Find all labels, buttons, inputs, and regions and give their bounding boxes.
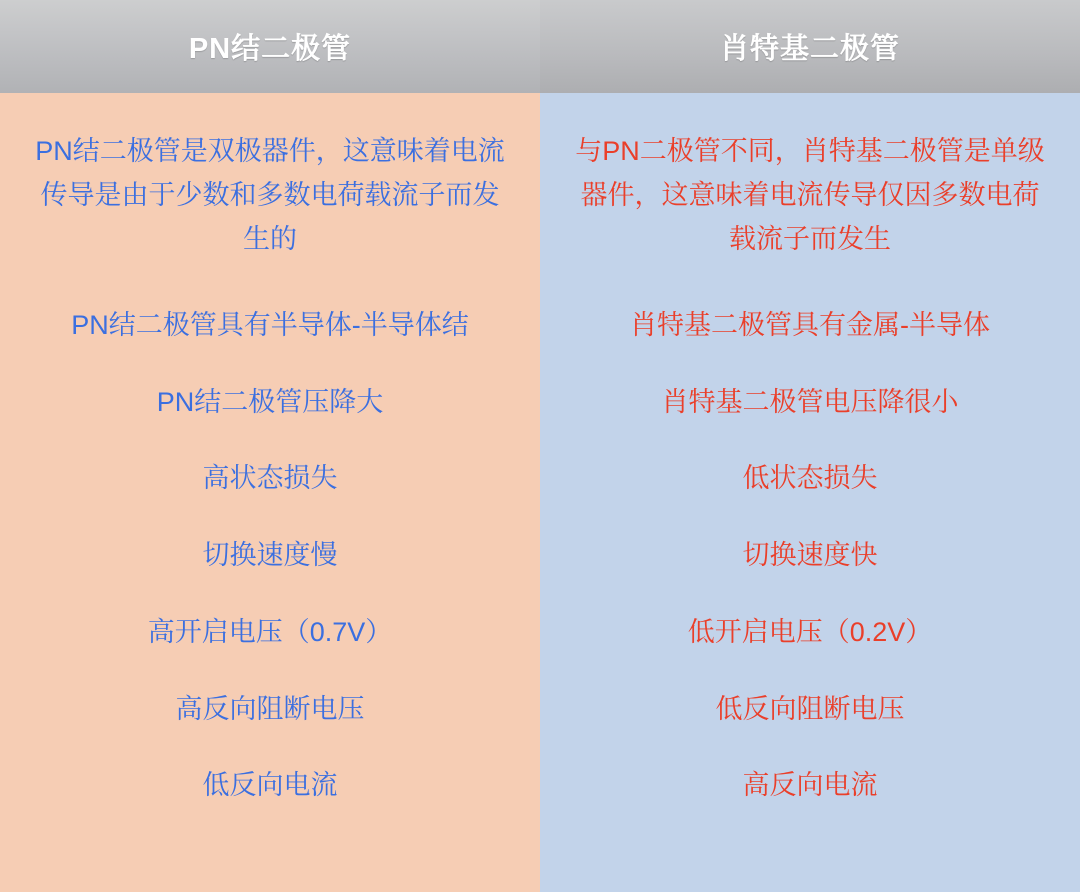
schottky-feature-7: 高反向电流 [742,770,878,801]
pn-feature-2: PN结二极管压降大 [156,386,384,417]
column-schottky-diode [540,93,1080,892]
pn-feature-3: 高状态损失 [202,463,338,494]
table-header-row [0,0,1080,93]
pn-intro-paragraph: PN结二极管是双极器件，这意味着电流传导是由于少数和多数电荷载流子而发生的 [35,136,505,254]
header-cell-schottky-diode: 肖特基二极管 [540,0,1080,93]
schottky-feature-3: 低状态损失 [742,463,878,494]
schottky-intro-paragraph: 与PN二极管不同，肖特基二极管是单级器件，这意味着电流传导仅因多数电荷载流子而发生 [575,136,1045,254]
pn-feature-5: 高开启电压（0.7V） [147,616,393,647]
pn-feature-7: 低反向电流 [202,770,338,801]
table-body-row [0,93,1080,892]
column-pn-diode [0,93,540,892]
pn-feature-1: PN结二极管具有半导体-半导体结 [71,310,469,340]
schottky-feature-2: 肖特基二极管电压降很小 [661,386,959,417]
header-cell-pn-diode: PN结二极管 [0,0,540,93]
pn-feature-4: 切换速度慢 [202,540,338,571]
schottky-feature-1: 肖特基二极管具有金属-半导体 [630,310,990,340]
pn-feature-6: 高反向阻断电压 [175,693,365,724]
schottky-feature-6: 低反向阻断电压 [715,693,905,724]
schottky-feature-5: 低开启电压（0.2V） [687,616,933,647]
schottky-feature-4: 切换速度快 [742,540,878,571]
